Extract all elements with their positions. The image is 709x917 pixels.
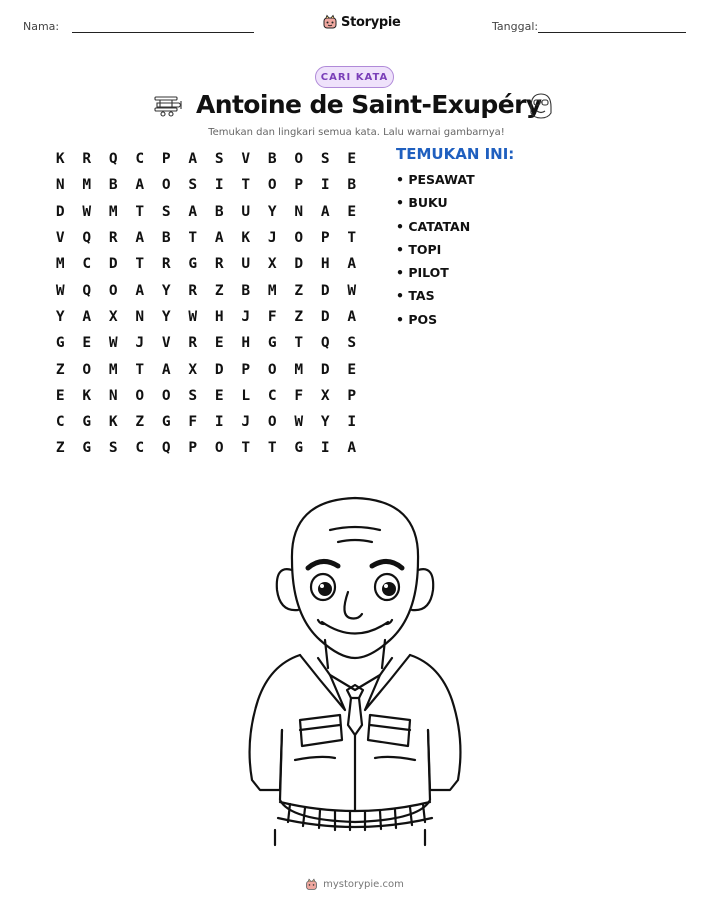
grid-letter[interactable]: K [55, 151, 65, 168]
grid-letter[interactable]: D [320, 361, 330, 378]
grid-letter[interactable]: B [214, 203, 224, 220]
grid-letter[interactable]: G [161, 414, 171, 431]
grid-letter[interactable]: G [294, 440, 304, 457]
word-list-item: • PESAWAT [396, 172, 475, 187]
grid-letter[interactable]: X [320, 387, 330, 404]
grid-letter[interactable]: G [267, 335, 277, 352]
category-badge: CARI KATA [315, 66, 394, 88]
instructions [0, 127, 709, 138]
grid-letter[interactable]: V [241, 151, 251, 168]
grid-letter[interactable]: R [214, 256, 224, 273]
grid-row [47, 277, 365, 303]
grid-letter[interactable]: M [108, 361, 118, 378]
word-list-item: • BUKU [396, 195, 448, 211]
grid-letter[interactable]: Y [55, 308, 65, 325]
grid-letter[interactable]: E [82, 335, 92, 352]
grid-row [47, 146, 365, 172]
grid-letter[interactable]: I [320, 177, 330, 194]
grid-letter[interactable]: O [294, 230, 304, 247]
grid-letter[interactable]: O [294, 151, 304, 168]
grid-letter[interactable]: N [135, 308, 145, 325]
grid-letter[interactable]: A [188, 151, 198, 168]
grid-letter[interactable]: A [135, 177, 145, 194]
grid-letter[interactable]: P [294, 177, 304, 194]
grid-letter[interactable]: T [347, 230, 357, 247]
grid-letter[interactable]: Z [55, 361, 65, 378]
grid-letter[interactable]: M [82, 177, 92, 194]
grid-letter[interactable]: Y [320, 414, 330, 431]
instructions-text: Temukan dan lingkari semua kata. Lalu warnai gambarnya! [208, 127, 505, 138]
grid-letter[interactable]: A [214, 230, 224, 247]
grid-letter[interactable]: D [320, 282, 330, 299]
grid-letter[interactable]: W [55, 282, 65, 299]
grid-letter[interactable]: D [320, 308, 330, 325]
grid-letter[interactable]: E [214, 387, 224, 404]
grid-letter[interactable]: I [320, 440, 330, 457]
grid-row [47, 356, 365, 382]
grid-letter[interactable]: I [214, 414, 224, 431]
grid-letter[interactable]: B [347, 177, 357, 194]
page-title: Antoine de Saint-Exupéry [196, 90, 542, 119]
grid-letter[interactable]: K [82, 387, 92, 404]
storypie-logo-icon [322, 14, 338, 30]
grid-letter[interactable]: O [161, 387, 171, 404]
grid-letter[interactable]: J [241, 308, 251, 325]
grid-letter[interactable]: M [55, 256, 65, 273]
pilot-helmet-icon [528, 91, 554, 121]
grid-letter[interactable]: A [347, 308, 357, 325]
grid-letter[interactable]: M [108, 203, 118, 220]
grid-row [47, 225, 365, 251]
grid-letter[interactable]: H [214, 308, 224, 325]
grid-letter[interactable]: S [214, 151, 224, 168]
grid-letter[interactable]: A [320, 203, 330, 220]
grid-letter[interactable]: O [82, 361, 92, 378]
grid-letter[interactable]: R [188, 335, 198, 352]
grid-row [47, 435, 365, 461]
grid-letter[interactable]: R [108, 230, 118, 247]
grid-letter[interactable]: P [241, 361, 251, 378]
grid-letter[interactable]: S [108, 440, 118, 457]
date-label: Tanggal: [492, 20, 539, 33]
grid-letter[interactable]: T [135, 203, 145, 220]
grid-letter[interactable]: N [294, 203, 304, 220]
biplane-icon [152, 94, 184, 118]
grid-letter[interactable]: J [241, 414, 251, 431]
grid-letter[interactable]: F [188, 414, 198, 431]
grid-letter[interactable]: Q [161, 440, 171, 457]
grid-letter[interactable]: C [82, 256, 92, 273]
grid-row [47, 409, 365, 435]
grid-letter[interactable]: A [347, 440, 357, 457]
brand [322, 14, 401, 30]
grid-letter[interactable]: I [347, 414, 357, 431]
word-search-grid [47, 146, 365, 462]
grid-letter[interactable]: S [188, 177, 198, 194]
grid-letter[interactable]: Q [320, 335, 330, 352]
grid-letter[interactable]: A [188, 203, 198, 220]
grid-letter[interactable]: A [161, 361, 171, 378]
grid-letter[interactable]: G [55, 335, 65, 352]
grid-letter[interactable]: C [135, 440, 145, 457]
grid-letter[interactable]: V [55, 230, 65, 247]
grid-letter[interactable]: U [241, 256, 251, 273]
grid-letter[interactable]: H [320, 256, 330, 273]
grid-letter[interactable]: A [82, 308, 92, 325]
word-list-item: • POS [396, 311, 438, 327]
grid-letter[interactable]: Z [294, 308, 304, 325]
grid-letter[interactable]: O [214, 440, 224, 457]
word-list-item: • PILOT [396, 265, 449, 281]
grid-letter[interactable]: Z [135, 414, 145, 431]
grid-letter[interactable]: P [161, 151, 171, 168]
grid-letter[interactable]: F [267, 308, 277, 325]
grid-letter[interactable]: P [188, 440, 198, 457]
storypie-logo-icon [305, 878, 318, 891]
grid-letter[interactable]: W [347, 282, 357, 299]
grid-letter[interactable]: V [161, 335, 171, 352]
date-field-line[interactable] [538, 32, 686, 33]
grid-letter[interactable]: S [347, 335, 357, 352]
grid-letter[interactable]: D [214, 361, 224, 378]
grid-letter[interactable]: W [82, 203, 92, 220]
grid-letter[interactable]: R [82, 151, 92, 168]
name-label: Nama: [23, 20, 60, 33]
grid-letter[interactable]: X [188, 361, 198, 378]
grid-letter[interactable]: F [294, 387, 304, 404]
grid-letter[interactable]: T [135, 361, 145, 378]
grid-letter[interactable]: A [135, 282, 145, 299]
grid-letter[interactable]: J [267, 230, 277, 247]
grid-letter[interactable]: E [55, 387, 65, 404]
brand-name: Storypie [341, 14, 401, 30]
grid-letter[interactable]: W [188, 308, 198, 325]
pilot-character-illustration [230, 490, 480, 850]
grid-letter[interactable]: L [241, 387, 251, 404]
grid-letter[interactable]: T [294, 335, 304, 352]
grid-letter[interactable]: W [108, 335, 118, 352]
grid-row [47, 304, 365, 330]
word-list-item: • TOPI [396, 241, 442, 257]
grid-letter[interactable]: X [267, 256, 277, 273]
grid-letter[interactable]: T [241, 177, 251, 194]
grid-letter[interactable]: D [294, 256, 304, 273]
grid-letter[interactable]: P [347, 387, 357, 404]
grid-letter[interactable]: T [188, 230, 198, 247]
grid-letter[interactable]: J [135, 335, 145, 352]
worksheet-header [0, 14, 709, 44]
grid-letter[interactable]: T [241, 440, 251, 457]
grid-row [47, 172, 365, 198]
grid-letter[interactable]: O [267, 177, 277, 194]
grid-row [47, 251, 365, 277]
grid-letter[interactable]: M [294, 361, 304, 378]
word-list-item: • TAS [396, 288, 435, 304]
grid-letter[interactable]: N [55, 177, 65, 194]
grid-letter[interactable]: A [135, 230, 145, 247]
grid-letter[interactable]: W [294, 414, 304, 431]
grid-letter[interactable]: T [267, 440, 277, 457]
grid-row [47, 330, 365, 356]
grid-letter[interactable]: Z [294, 282, 304, 299]
grid-letter[interactable]: E [347, 361, 357, 378]
grid-letter[interactable]: K [241, 230, 251, 247]
grid-letter[interactable]: M [267, 282, 277, 299]
grid-row [47, 383, 365, 409]
grid-letter[interactable]: C [267, 387, 277, 404]
footer [0, 878, 709, 891]
grid-row [47, 199, 365, 225]
grid-letter[interactable]: U [241, 203, 251, 220]
grid-letter[interactable]: G [82, 440, 92, 457]
grid-letter[interactable]: S [188, 387, 198, 404]
grid-letter[interactable]: N [108, 387, 118, 404]
grid-letter[interactable]: X [108, 308, 118, 325]
grid-letter[interactable]: Q [82, 230, 92, 247]
grid-letter[interactable]: I [214, 177, 224, 194]
grid-letter[interactable]: Y [161, 282, 171, 299]
grid-letter[interactable]: O [135, 387, 145, 404]
word-list [396, 171, 475, 334]
grid-letter[interactable]: O [161, 177, 171, 194]
grid-letter[interactable]: D [55, 203, 65, 220]
grid-letter[interactable]: S [320, 151, 330, 168]
grid-letter[interactable]: Y [267, 203, 277, 220]
grid-letter[interactable]: Y [161, 308, 171, 325]
grid-letter[interactable]: G [82, 414, 92, 431]
grid-letter[interactable]: T [135, 256, 145, 273]
grid-letter[interactable]: G [188, 256, 198, 273]
grid-letter[interactable]: O [108, 282, 118, 299]
grid-letter[interactable]: K [108, 414, 118, 431]
footer-url[interactable]: mystorypie.com [323, 879, 404, 890]
grid-letter[interactable]: Q [82, 282, 92, 299]
grid-letter[interactable]: O [267, 361, 277, 378]
grid-letter[interactable]: D [108, 256, 118, 273]
grid-letter[interactable]: E [214, 335, 224, 352]
grid-letter[interactable]: Z [214, 282, 224, 299]
grid-letter[interactable]: R [161, 256, 171, 273]
grid-letter[interactable]: B [161, 230, 171, 247]
word-list-title: TEMUKAN INI: [396, 145, 515, 163]
grid-letter[interactable]: A [347, 256, 357, 273]
grid-letter[interactable]: B [267, 151, 277, 168]
grid-letter[interactable]: C [135, 151, 145, 168]
grid-letter[interactable]: B [241, 282, 251, 299]
grid-letter[interactable]: Z [55, 440, 65, 457]
grid-letter[interactable]: P [320, 230, 330, 247]
grid-letter[interactable]: Q [108, 151, 118, 168]
grid-letter[interactable]: O [267, 414, 277, 431]
grid-letter[interactable]: H [241, 335, 251, 352]
grid-letter[interactable]: B [108, 177, 118, 194]
grid-letter[interactable]: E [347, 203, 357, 220]
grid-letter[interactable]: R [188, 282, 198, 299]
word-list-item: • CATATAN [396, 218, 471, 234]
name-field-line[interactable] [72, 32, 254, 33]
grid-letter[interactable]: C [55, 414, 65, 431]
grid-letter[interactable]: S [161, 203, 171, 220]
grid-letter[interactable]: E [347, 151, 357, 168]
